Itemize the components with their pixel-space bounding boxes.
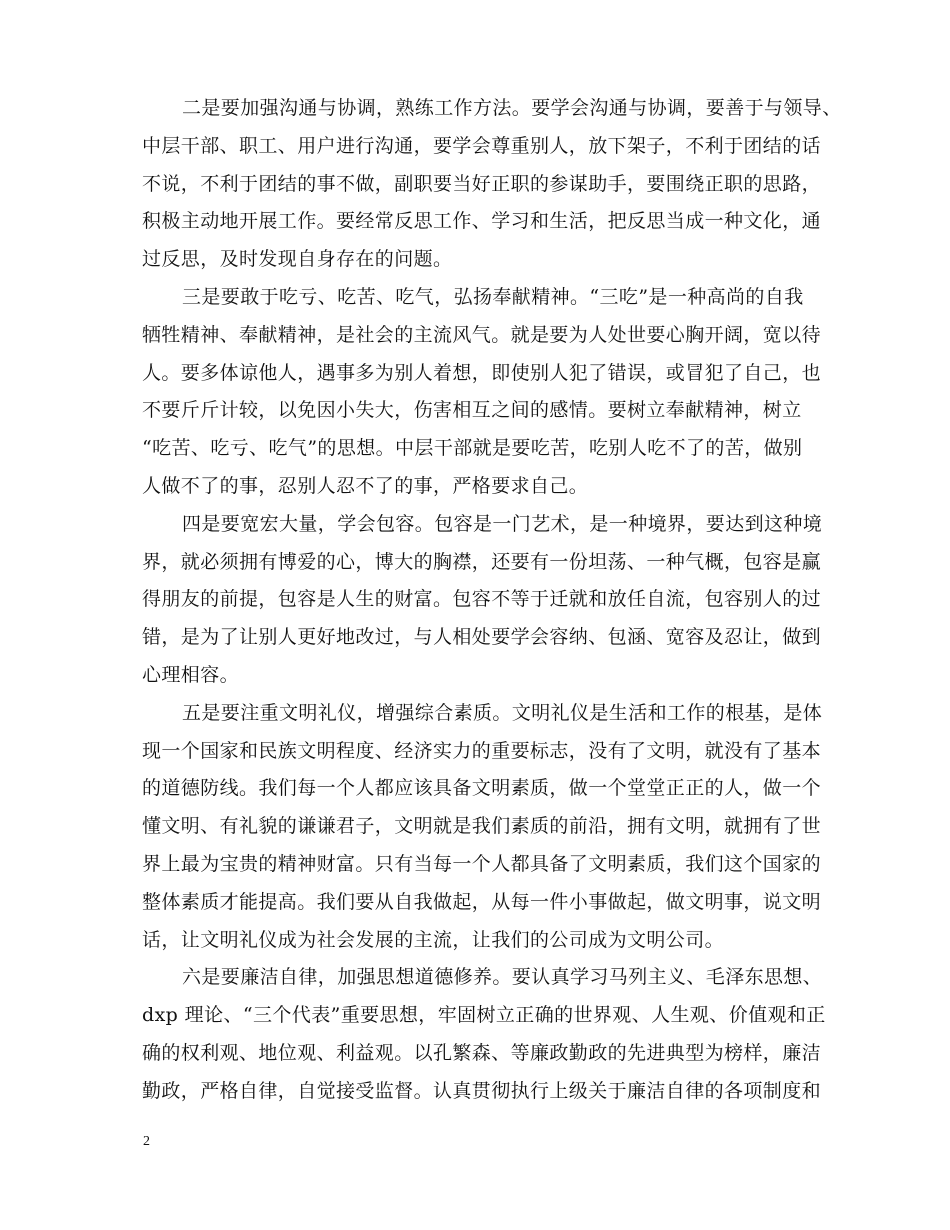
text-line: 懂文明、有礼貌的谦谦君子，文明就是我们素质的前沿，拥有文明，就拥有了世 bbox=[142, 815, 822, 838]
paragraph-first-line: 四是要宽宏大量，学会包容。包容是一门艺术，是一种境界，要达到这种境 bbox=[182, 512, 823, 535]
text-line: 得朋友的前提，包容是人生的财富。包容不等于迁就和放任自流，包容别人的过 bbox=[142, 588, 822, 611]
text-line: 现一个国家和民族文明程度、经济实力的重要标志，没有了文明，就没有了基本 bbox=[142, 739, 822, 762]
text-line: 话，让文明礼仪成为社会发展的主流，让我们的公司成为文明公司。 bbox=[142, 928, 725, 951]
text-line: 心理相容。 bbox=[142, 663, 240, 686]
text-line: 整体素质才能提高。我们要从自我做起，从每一件小事做起，做文明事，说文明 bbox=[142, 890, 822, 913]
paragraph-first-line: 二是要加强沟通与协调，熟练工作方法。要学会沟通与协调，要善于与领导、 bbox=[182, 97, 842, 119]
text-line: 界上最为宝贵的精神财富。只有当每一个人都具备了文明素质，我们这个国家的 bbox=[142, 852, 822, 875]
text-line: 不要斤斤计较，以免因小失大，伤害相互之间的感情。要树立奉献精神，树立 bbox=[142, 399, 802, 422]
text-line: 错，是为了让别人更好地改过，与人相处要学会容纳、包涵、宽容及忍让，做到 bbox=[142, 626, 822, 649]
text-line: 不说，不利于团结的事不做，副职要当好正职的参谋助手，要围绕正职的思路， bbox=[142, 172, 822, 195]
page-number: 2 bbox=[143, 1134, 150, 1149]
document-body bbox=[142, 90, 842, 1111]
text-line: 牺牲精神、奉献精神，是社会的主流风气。就是要为人处世要心胸开阔，宽以待 bbox=[142, 323, 822, 346]
text-line: 积极主动地开展工作。要经常反思工作、学习和生活，把反思当成一种文化，通 bbox=[142, 210, 822, 233]
text-line: 人做不了的事，忍别人忍不了的事，严格要求自己。 bbox=[142, 474, 589, 497]
text-line: 确的权利观、地位观、利益观。以孔繁森、等廉政勤政的先进典型为榜样，廉洁 bbox=[142, 1041, 822, 1064]
text-line: 中层干部、职工、用户进行沟通，要学会尊重别人，放下架子，不利于团结的话 bbox=[142, 134, 822, 157]
text-line: 的道德防线。我们每一个人都应该具备文明素质，做一个堂堂正正的人，做一个 bbox=[142, 777, 822, 800]
text-line: 勤政，严格自律，自觉接受监督。认真贯彻执行上级关于廉洁自律的各项制度和 bbox=[142, 1079, 822, 1102]
text-line: 人。要多体谅他人，遇事多为别人着想，即使别人犯了错误，或冒犯了自己，也 bbox=[142, 361, 822, 384]
text-line: 过反思，及时发现自身存在的问题。 bbox=[142, 248, 453, 271]
text-line: “吃苦、吃亏、吃气”的思想。中层干部就是要吃苦，吃别人吃不了的苦，做别 bbox=[142, 437, 803, 460]
text-line: dxp 理论、“三个代表”重要思想，牢固树立正确的世界观、人生观、价值观和正 bbox=[142, 1004, 826, 1027]
paragraph-first-line: 六是要廉洁自律，加强思想道德修养。要认真学习马列主义、毛泽东思想、 bbox=[182, 966, 823, 989]
paragraph-first-line: 三是要敢于吃亏、吃苦、吃气，弘扬奉献精神。“三吃”是一种高尚的自我 bbox=[182, 285, 804, 308]
text-line: 界，就必须拥有博爱的心，博大的胸襟，还要有一份坦荡、一种气概，包容是赢 bbox=[142, 550, 822, 573]
paragraph-first-line: 五是要注重文明礼仪，增强综合素质。文明礼仪是生活和工作的根基，是体 bbox=[182, 701, 823, 724]
